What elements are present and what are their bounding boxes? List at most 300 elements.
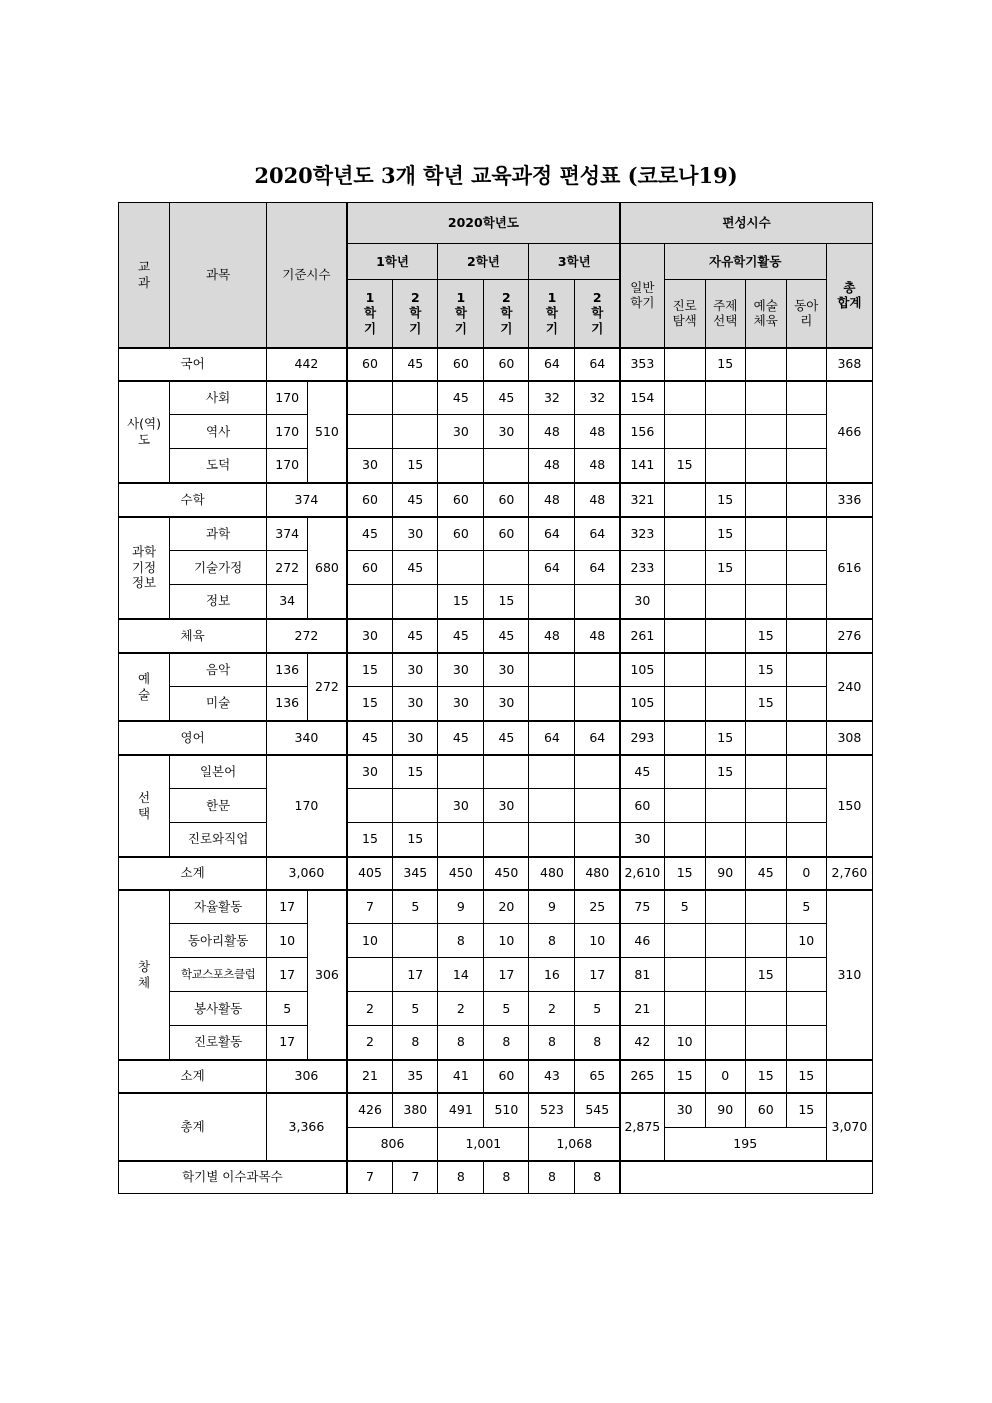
cell [745, 1026, 786, 1060]
cell: 8 [575, 1161, 620, 1194]
cell [438, 551, 484, 585]
subject-label: 자율활동 [170, 890, 267, 924]
cell [664, 517, 705, 551]
cell [664, 823, 705, 857]
table-row [119, 1161, 873, 1194]
subject-label: 동아리활동 [170, 924, 267, 958]
cell: 154 [620, 381, 664, 415]
subject-label: 역사 [170, 415, 267, 449]
cell: 523 [529, 1093, 575, 1128]
cell: 64 [575, 551, 620, 585]
cell: 65 [575, 1060, 620, 1093]
cell: 233 [620, 551, 664, 585]
cell [745, 755, 786, 789]
header-subject: 과목 [170, 203, 267, 348]
cell: 41 [438, 1060, 484, 1093]
cell: 15 [393, 823, 438, 857]
cell: 15 [664, 449, 705, 483]
cell [745, 381, 786, 415]
cell: 15 [745, 1060, 786, 1093]
cell [705, 823, 745, 857]
cell [786, 1026, 826, 1060]
cell: 8 [438, 924, 484, 958]
cell: 30 [484, 789, 529, 823]
cell [438, 449, 484, 483]
cell: 32 [529, 381, 575, 415]
group-total: 466 [826, 381, 872, 483]
cell: 64 [575, 348, 620, 381]
cell: 7 [393, 1161, 438, 1194]
cell: 64 [575, 721, 620, 755]
grand-total-label: 총계 [119, 1093, 267, 1161]
base-hours: 34 [267, 585, 308, 619]
cell: 353 [620, 348, 664, 381]
cell: 15 [484, 585, 529, 619]
subject-label: 한문 [170, 789, 267, 823]
cell: 60 [484, 348, 529, 381]
page-title: 2020학년도 3개 학년 교육과정 편성표 (코로나19) [254, 163, 738, 188]
cell: 30 [438, 653, 484, 687]
cell [393, 924, 438, 958]
subject-label: 영어 [119, 721, 267, 755]
cell: 1,001 [438, 1128, 529, 1161]
cell: 15 [347, 653, 393, 687]
cell: 15 [745, 619, 786, 653]
cell: 48 [529, 619, 575, 653]
subject-label: 학교스포츠클럽 [170, 958, 267, 992]
table-row [119, 1093, 873, 1128]
cell: 60 [745, 1093, 786, 1128]
cell [786, 551, 826, 585]
subject-label: 봉사활동 [170, 992, 267, 1026]
cell: 545 [575, 1093, 620, 1128]
subject-label: 도덕 [170, 449, 267, 483]
cell [745, 449, 786, 483]
cell: 8 [529, 924, 575, 958]
cell: 105 [620, 687, 664, 721]
cell: 8 [575, 1026, 620, 1060]
cell: 81 [620, 958, 664, 992]
cell: 21 [620, 992, 664, 1026]
cell: 8 [438, 1161, 484, 1194]
cell: 60 [484, 483, 529, 517]
header-g1-sem1: 1 학 기 [347, 280, 393, 348]
cell [664, 619, 705, 653]
base-hours: 170 [267, 449, 308, 483]
subject-label: 기술가정 [170, 551, 267, 585]
header-base-hours: 기준시수 [267, 203, 347, 348]
cell: 2 [347, 1026, 393, 1060]
cell: 30 [484, 687, 529, 721]
cell [484, 755, 529, 789]
cell [786, 585, 826, 619]
table-row [119, 449, 873, 483]
cell: 308 [826, 721, 872, 755]
cell: 30 [438, 687, 484, 721]
cell: 336 [826, 483, 872, 517]
cell [575, 687, 620, 721]
subject-label: 체육 [119, 619, 267, 653]
header-free-sem: 자유학기활동 [664, 244, 826, 280]
cell [347, 381, 393, 415]
subject-label: 국어 [119, 348, 267, 381]
cell: 323 [620, 517, 664, 551]
cell: 10 [664, 1026, 705, 1060]
cell [745, 551, 786, 585]
table-row [119, 483, 873, 517]
header-career-explore: 진로 탐색 [664, 280, 705, 348]
cell: 60 [484, 517, 529, 551]
group-total: 240 [826, 653, 872, 721]
cell [786, 653, 826, 687]
cell: 1,068 [529, 1128, 620, 1161]
cell: 15 [347, 823, 393, 857]
cell: 8 [393, 1026, 438, 1060]
base-hours: 10 [267, 924, 308, 958]
header-g3-sem1: 1 학 기 [529, 280, 575, 348]
cell: 64 [529, 551, 575, 585]
cell: 60 [438, 517, 484, 551]
cell [705, 687, 745, 721]
cell [664, 958, 705, 992]
cell: 8 [484, 1026, 529, 1060]
cell: 261 [620, 619, 664, 653]
table-row [119, 653, 873, 687]
header-grade2: 2학년 [438, 244, 529, 280]
group-total: 616 [826, 517, 872, 619]
cell [438, 755, 484, 789]
cell: 30 [664, 1093, 705, 1128]
header-grand-total: 총 합계 [826, 244, 872, 348]
cell [529, 653, 575, 687]
cell: 90 [705, 1093, 745, 1128]
cell: 30 [347, 449, 393, 483]
cell: 45 [393, 483, 438, 517]
cell: 10 [575, 924, 620, 958]
cell: 15 [347, 687, 393, 721]
cell [786, 381, 826, 415]
cell: 45 [484, 381, 529, 415]
base-hours: 136 [267, 687, 308, 721]
cell: 15 [705, 755, 745, 789]
cell [664, 992, 705, 1026]
cell: 380 [393, 1093, 438, 1128]
cell: 15 [393, 755, 438, 789]
cell: 15 [786, 1093, 826, 1128]
cell: 15 [745, 687, 786, 721]
cell: 43 [529, 1060, 575, 1093]
cell [786, 823, 826, 857]
table-row [119, 924, 873, 958]
cell [664, 348, 705, 381]
cell: 30 [393, 517, 438, 551]
cell: 48 [575, 415, 620, 449]
cell [347, 415, 393, 449]
cell: 0 [786, 857, 826, 890]
cell: 60 [438, 348, 484, 381]
header-club: 동아 리 [786, 280, 826, 348]
cell [393, 585, 438, 619]
cell [664, 483, 705, 517]
cell [664, 415, 705, 449]
cell: 15 [705, 348, 745, 381]
cell [786, 619, 826, 653]
cell: 48 [575, 449, 620, 483]
cell: 48 [529, 483, 575, 517]
table-row [119, 381, 873, 415]
header-subject-group: 교 과 [119, 203, 170, 348]
cell: 2,760 [826, 857, 872, 890]
base-hours: 170 [267, 415, 308, 449]
cell: 450 [484, 857, 529, 890]
cell: 45 [393, 348, 438, 381]
cell: 30 [484, 653, 529, 687]
cell: 15 [438, 585, 484, 619]
cell [529, 789, 575, 823]
cell [664, 551, 705, 585]
cell: 15 [664, 857, 705, 890]
cell: 64 [529, 721, 575, 755]
cell: 2,875 [620, 1093, 664, 1161]
cell: 15 [705, 551, 745, 585]
subject-label: 진로활동 [170, 1026, 267, 1060]
header-g2-sem2: 2 학 기 [484, 280, 529, 348]
courses-label: 학기별 이수과목수 [119, 1161, 347, 1194]
cell: 30 [347, 619, 393, 653]
cell [745, 890, 786, 924]
table-row [119, 1026, 873, 1060]
cell: 480 [529, 857, 575, 890]
cell [664, 687, 705, 721]
cell: 42 [620, 1026, 664, 1060]
base-total: 510 [308, 381, 347, 483]
cell [786, 415, 826, 449]
cell: 48 [529, 415, 575, 449]
cell [575, 585, 620, 619]
subtotal-label: 소계 [119, 857, 267, 890]
cell: 15 [745, 958, 786, 992]
base-hours: 272 [267, 551, 308, 585]
base-total: 306 [308, 890, 347, 1060]
cell [705, 653, 745, 687]
cell: 8 [438, 1026, 484, 1060]
cell [575, 823, 620, 857]
cell: 105 [620, 653, 664, 687]
subject-label: 사회 [170, 381, 267, 415]
cell [786, 789, 826, 823]
cell: 30 [620, 585, 664, 619]
cell [705, 1026, 745, 1060]
group-label: 창 체 [119, 890, 170, 1060]
cell: 8 [529, 1161, 575, 1194]
subject-label: 과학 [170, 517, 267, 551]
cell: 5 [393, 992, 438, 1026]
cell [575, 789, 620, 823]
cell [745, 483, 786, 517]
cell: 64 [529, 517, 575, 551]
cell [705, 992, 745, 1026]
base-hours: 17 [267, 1026, 308, 1060]
cell: 368 [826, 348, 872, 381]
cell [786, 517, 826, 551]
cell: 9 [438, 890, 484, 924]
table-row [119, 789, 873, 823]
cell: 141 [620, 449, 664, 483]
cell [745, 992, 786, 1026]
table-row [119, 585, 873, 619]
cell: 45 [393, 619, 438, 653]
cell [347, 958, 393, 992]
cell [786, 483, 826, 517]
base-hours: 272 [267, 619, 347, 653]
cell: 0 [705, 1060, 745, 1093]
header-assigned: 편성시수 [620, 203, 872, 244]
base-hours: 17 [267, 890, 308, 924]
cell [745, 789, 786, 823]
cell: 60 [347, 551, 393, 585]
table-row [119, 551, 873, 585]
cell: 426 [347, 1093, 393, 1128]
cell [393, 381, 438, 415]
cell [786, 958, 826, 992]
cell: 2 [438, 992, 484, 1026]
cell [745, 585, 786, 619]
base-hours: 3,366 [267, 1093, 347, 1161]
base-total: 680 [308, 517, 347, 619]
table-row [119, 823, 873, 857]
cell: 30 [393, 687, 438, 721]
base-hours: 374 [267, 517, 308, 551]
cell [664, 381, 705, 415]
table-row [119, 857, 873, 890]
cell: 293 [620, 721, 664, 755]
cell: 45 [438, 721, 484, 755]
cell: 15 [705, 721, 745, 755]
cell: 10 [484, 924, 529, 958]
cell [705, 449, 745, 483]
cell [664, 755, 705, 789]
subject-label: 정보 [170, 585, 267, 619]
base-total: 170 [267, 755, 347, 857]
cell: 75 [620, 890, 664, 924]
cell: 60 [438, 483, 484, 517]
cell: 15 [745, 653, 786, 687]
cell: 2,610 [620, 857, 664, 890]
group-total: 150 [826, 755, 872, 857]
cell: 5 [575, 992, 620, 1026]
cell: 17 [484, 958, 529, 992]
cell: 8 [529, 1026, 575, 1060]
cell: 45 [347, 721, 393, 755]
cell [745, 924, 786, 958]
base-hours: 136 [267, 653, 308, 687]
header-general: 일반 학기 [620, 244, 664, 348]
table-row [119, 890, 873, 924]
subject-label: 미술 [170, 687, 267, 721]
cell: 30 [620, 823, 664, 857]
header-arts-pe: 예술 체육 [745, 280, 786, 348]
cell: 45 [620, 755, 664, 789]
cell: 5 [786, 890, 826, 924]
header-theme-select: 주제 선택 [705, 280, 745, 348]
cell [529, 823, 575, 857]
cell [786, 687, 826, 721]
cell: 60 [347, 483, 393, 517]
base-total: 272 [308, 653, 347, 721]
subject-label: 일본어 [170, 755, 267, 789]
cell [705, 585, 745, 619]
table-row [119, 992, 873, 1026]
cell [664, 924, 705, 958]
cell: 15 [705, 483, 745, 517]
cell [745, 415, 786, 449]
cell: 60 [484, 1060, 529, 1093]
cell: 30 [438, 789, 484, 823]
cell [786, 721, 826, 755]
cell: 35 [393, 1060, 438, 1093]
table-row [119, 517, 873, 551]
cell: 10 [347, 924, 393, 958]
cell: 321 [620, 483, 664, 517]
cell: 46 [620, 924, 664, 958]
cell: 30 [347, 755, 393, 789]
base-hours: 5 [267, 992, 308, 1026]
cell [484, 449, 529, 483]
cell: 90 [705, 857, 745, 890]
group-label: 과학 기정 정보 [119, 517, 170, 619]
subject-label: 음악 [170, 653, 267, 687]
table-row [119, 415, 873, 449]
cell: 8 [484, 1161, 529, 1194]
cell: 30 [484, 415, 529, 449]
cell: 64 [575, 517, 620, 551]
cell: 48 [575, 619, 620, 653]
cell [438, 823, 484, 857]
cell: 45 [745, 857, 786, 890]
cell: 60 [620, 789, 664, 823]
table-row [119, 721, 873, 755]
cell: 21 [347, 1060, 393, 1093]
header-g3-sem2: 2 학 기 [575, 280, 620, 348]
cell: 345 [393, 857, 438, 890]
cell: 45 [438, 381, 484, 415]
header-g1-sem2: 2 학 기 [393, 280, 438, 348]
cell: 2 [347, 992, 393, 1026]
base-hours: 340 [267, 721, 347, 755]
header-grade1: 1학년 [347, 244, 438, 280]
header-year: 2020학년도 [347, 203, 620, 244]
table-row [119, 755, 873, 789]
cell: 45 [438, 619, 484, 653]
cell [529, 585, 575, 619]
header-g2-sem1: 1 학 기 [438, 280, 484, 348]
cell: 806 [347, 1128, 438, 1161]
cell [484, 823, 529, 857]
base-hours: 306 [267, 1060, 347, 1093]
cell [786, 755, 826, 789]
cell [745, 517, 786, 551]
cell: 45 [484, 721, 529, 755]
header-grade3: 3학년 [529, 244, 620, 280]
cell: 45 [484, 619, 529, 653]
cell [664, 721, 705, 755]
cell: 15 [393, 449, 438, 483]
cell [786, 348, 826, 381]
cell: 45 [393, 551, 438, 585]
table-row [119, 348, 873, 381]
base-hours: 3,060 [267, 857, 347, 890]
cell [664, 653, 705, 687]
